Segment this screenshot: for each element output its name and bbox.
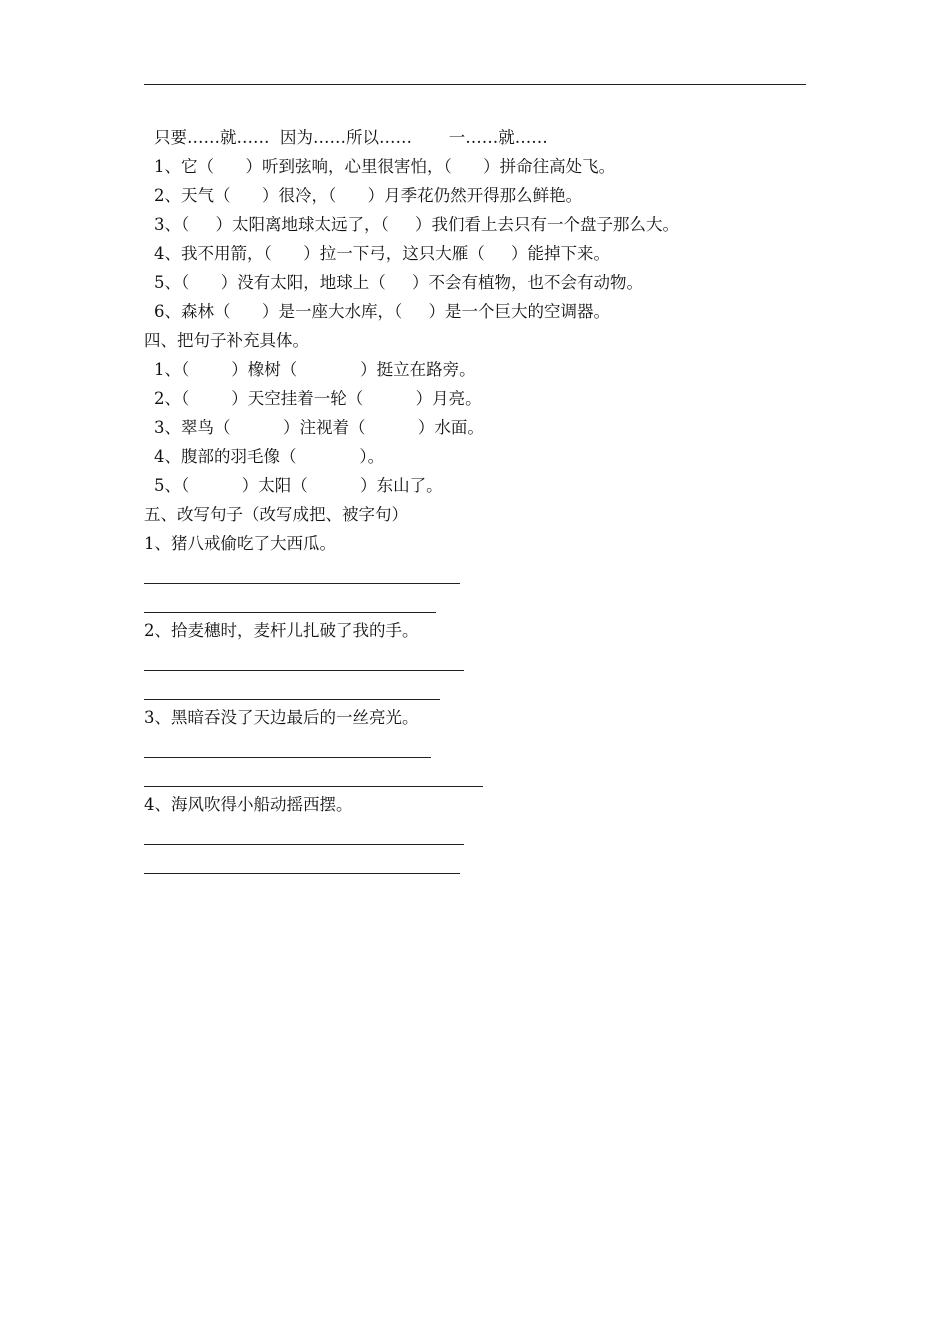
fill-connective-item: 3、（ ）太阳离地球太远了，（ ）我们看上去只有一个盘子那么大。 — [154, 215, 679, 234]
expand-sentence-item: 4、腹部的羽毛像（ ）。 — [154, 447, 385, 466]
section4-items — [144, 355, 824, 500]
rewrite-prompt: 3、黑暗吞没了天边最后的一丝亮光。 — [144, 708, 419, 727]
answer-line[interactable] — [144, 848, 824, 877]
rewrite-question-2 — [144, 616, 824, 703]
answer-line[interactable] — [144, 645, 824, 674]
rewrite-prompt: 4、海风吹得小船动摇西摆。 — [144, 795, 353, 814]
expand-sentence-item: 1、（ ）橡树（ ）挺立在路旁。 — [154, 360, 476, 379]
rewrite-prompt: 2、拾麦穗时，麦杆儿扎破了我的手。 — [144, 621, 419, 640]
expand-sentence-item: 2、（ ）天空挂着一轮（ ）月亮。 — [154, 389, 482, 408]
worksheet-content — [144, 123, 824, 877]
answer-line[interactable] — [144, 732, 824, 761]
rewrite-question-1 — [144, 529, 824, 616]
fill-connective-item: 5、（ ）没有太阳，地球上（ ）不会有植物，也不会有动物。 — [154, 273, 643, 292]
answer-line[interactable] — [144, 819, 824, 848]
fill-connective-item: 2、天气（ ）很冷，（ ）月季花仍然开得那么鲜艳。 — [154, 186, 583, 205]
section5-title: 五、改写句子（改写成把、被字句） — [144, 505, 408, 524]
answer-line[interactable] — [144, 674, 824, 703]
header-rule — [144, 84, 806, 85]
rewrite-question-4 — [144, 790, 824, 877]
rewrite-prompt: 1、猪八戒偷吃了大西瓜。 — [144, 534, 336, 553]
fill-connective-item: 1、它（ ）听到弦响，心里很害怕，（ ）拼命往高处飞。 — [154, 157, 616, 176]
rewrite-question-3 — [144, 703, 824, 790]
connectives-line: 只要……就…… 因为……所以…… 一……就…… — [154, 128, 548, 147]
expand-sentence-item: 5、（ ）太阳（ ）东山了。 — [154, 476, 443, 495]
fill-connective-item: 4、我不用箭，（ ）拉一下弓，这只大雁（ ）能掉下来。 — [154, 244, 610, 263]
fill-connective-item: 6、森林（ ）是一座大水库，（ ）是一个巨大的空调器。 — [154, 302, 610, 321]
answer-line[interactable] — [144, 587, 824, 616]
answer-line[interactable] — [144, 558, 824, 587]
expand-sentence-item: 3、翠鸟（ ）注视着（ ）水面。 — [154, 418, 484, 437]
section3-items — [144, 152, 824, 326]
answer-line[interactable] — [144, 761, 824, 790]
section4-title: 四、把句子补充具体。 — [144, 331, 309, 350]
